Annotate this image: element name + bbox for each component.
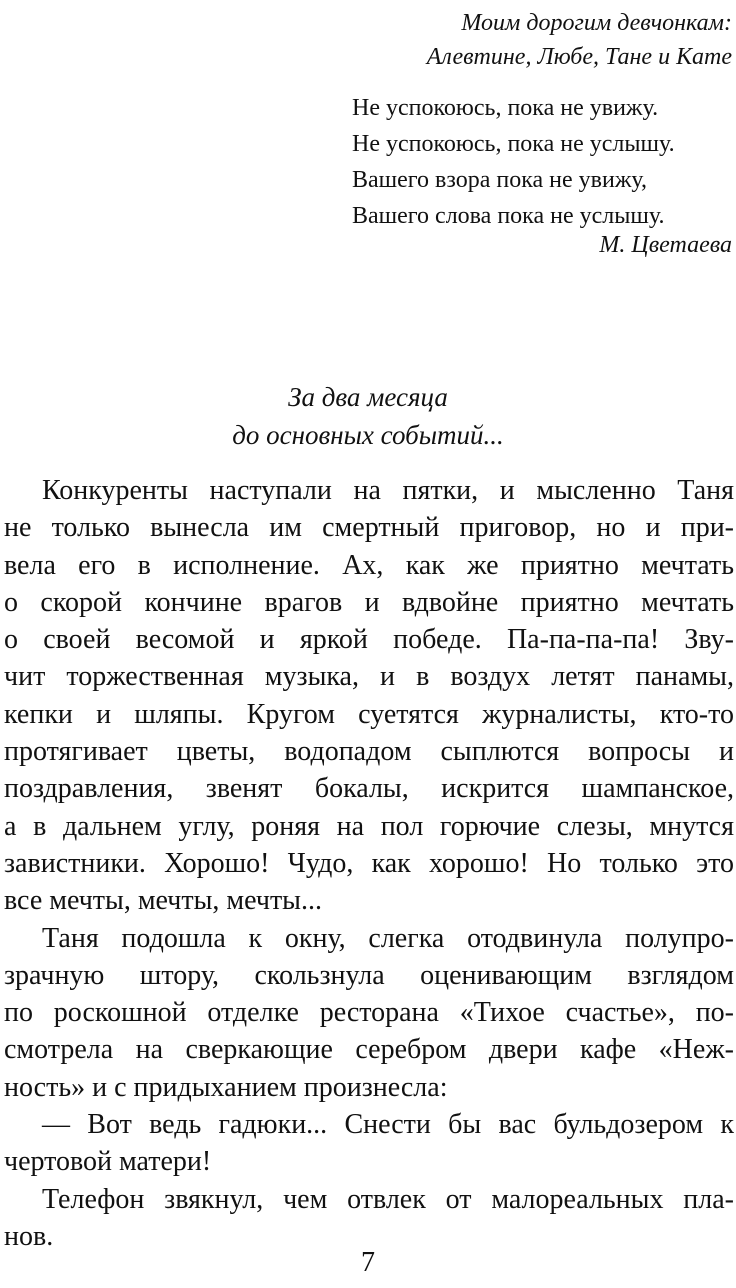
epigraph-author: М. Цветаева — [599, 232, 732, 258]
dedication — [427, 6, 732, 74]
paragraph-line: нов. — [4, 1220, 54, 1252]
epigraph-line: Вашего слова пока не услышу. — [352, 203, 665, 229]
epigraph-line: Не успокоюсь, пока не увижу. — [352, 95, 659, 121]
page-number: 7 — [361, 1247, 375, 1278]
paragraph-line: чертовой матери! — [4, 1146, 212, 1178]
paragraph-line: Таня подошла к окну, слегка отодвинула полупро- — [42, 922, 734, 954]
chapter-heading-line-1: За два месяца — [288, 382, 448, 412]
paragraph-line: поздравления, звенят бокалы, искрится шампанское, — [4, 773, 734, 805]
chapter-heading — [0, 378, 736, 454]
chapter-heading-line-2: до основных событий... — [232, 420, 504, 450]
dedication-line-2: Алевтине, Любе, Тане и Кате — [426, 44, 732, 70]
paragraph-line: о своей весомой и яркой победе. Па-па-па-па! Зву- — [4, 624, 734, 656]
paragraph-line: завистники. Хорошо! Чудо, как хорошо! Но только это — [4, 847, 734, 879]
paragraph-line: кепки и шляпы. Кругом суетятся журналисты, кто-то — [4, 698, 734, 730]
dedication-line-1: Моим дорогим девчонкам: — [461, 10, 732, 36]
paragraph-line: ность» и с придыханием произнесла: — [4, 1071, 448, 1103]
paragraph-line: все мечты, мечты, мечты... — [4, 885, 322, 917]
epigraph-line: Не успокоюсь, пока не услышу. — [352, 131, 675, 157]
paragraph-line: не только вынесла им смертный приговор, но и при- — [4, 512, 734, 544]
paragraph-line: вела его в исполнение. Ах, как же приятно мечтать — [4, 549, 734, 581]
body-text — [4, 472, 734, 1255]
paragraph-line: Телефон звякнул, чем отвлек от малореальных пла- — [42, 1183, 734, 1215]
paragraph-line: чит торжественная музыка, и в воздух летят панамы, — [4, 661, 734, 693]
paragraph-line: — Вот ведь гадюки... Снести бы вас бульдозером к — [42, 1109, 734, 1141]
paragraph-line: Конкуренты наступали на пятки, и мысленно Таня — [42, 475, 734, 506]
paragraph-line: смотрела на сверкающие серебром двери кафе «Неж- — [4, 1034, 734, 1066]
paragraph-line: зрачную штору, скользнула оценивающим взглядом — [4, 959, 734, 991]
paragraph-line: протягивает цветы, водопадом сыплются вопросы и — [4, 736, 734, 768]
epigraph-line: Вашего взора пока не увижу, — [352, 167, 648, 193]
paragraph-line: а в дальнем углу, роняя на пол горючие слезы, мнутся — [4, 810, 734, 842]
paragraph-line: по роскошной отделке ресторана «Тихое счастье», по- — [4, 997, 734, 1029]
paragraph-line: о скорой кончине врагов и вдвойне приятно мечтать — [4, 586, 734, 618]
epigraph — [352, 90, 675, 234]
